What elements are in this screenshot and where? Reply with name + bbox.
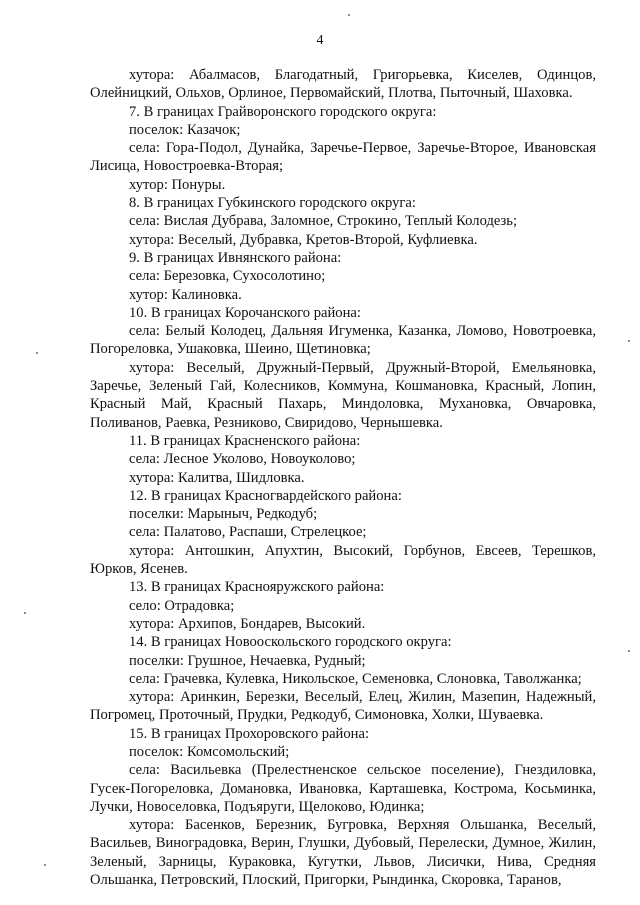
paragraph: хутор: Калиновка. bbox=[129, 286, 242, 303]
paragraph: хутора: Архипов, Бондарев, Высокий. bbox=[129, 615, 366, 632]
paragraph: хутора: Антошкин, Апухтин, Высокий, Горбунов, Евсеев, Терешков, Юрков, Ясенев. bbox=[90, 542, 596, 578]
paragraph: села: Палатово, Распаши, Стрелецкое; bbox=[129, 524, 367, 541]
paragraph: поселок: Казачок; bbox=[129, 121, 241, 138]
paragraph: села: Гора-Подол, Дунайка, Заречье-Первое, Заречье-Второе, Ивановская Лисица, Новостроевка-Вторая; bbox=[90, 140, 596, 175]
paragraph: 15. В границах Прохоровского района: bbox=[129, 725, 370, 742]
paragraph: 14. В границах Новооскольского городского округа: bbox=[129, 634, 452, 651]
paragraph: села: Грачевка, Кулевка, Никольское, Семеновка, Слоновка, Таволжанка; bbox=[129, 670, 582, 687]
paragraph: поселки: Грушное, Нечаевка, Рудный; bbox=[129, 652, 366, 669]
paragraph: хутор: Понуры. bbox=[129, 176, 226, 193]
paragraph: хутора: Веселый, Дубравка, Кретов-Второй, Куфлиевка. bbox=[129, 231, 478, 248]
scan-speck bbox=[24, 612, 26, 614]
paragraph: 8. В границах Губкинского городского округа: bbox=[129, 195, 416, 212]
paragraph: села: Березовка, Сухосолотино; bbox=[129, 268, 326, 285]
paragraph: поселок: Комсомольский; bbox=[129, 743, 290, 760]
paragraph: хутора: Абалмасов, Благодатный, Григорьевка, Киселев, Одинцов, Олейницкий, Ольхов, Орлиное, Первомайский, Плотва, Пыточный, Шаховка. bbox=[90, 67, 596, 102]
paragraph: хутора: Веселый, Дружный-Первый, Дружный-Второй, Емельяновка, Заречье, Зеленый Гай, Колесников, Коммуна, Кошмановка, Красный, Лопин, Красный Май, Красный Пахарь, Миндоловка, Мухановка, Овчаровка, Поливанов, Раевка, Резниково, Свиридово, Чернышевка. bbox=[90, 359, 596, 431]
scan-speck bbox=[44, 864, 46, 866]
scan-speck bbox=[628, 650, 630, 652]
paragraph: 12. В границах Красногвардейского района: bbox=[129, 487, 402, 504]
document-body bbox=[90, 66, 596, 889]
paragraph: село: Отрадовка; bbox=[129, 597, 235, 614]
paragraph: 11. В границах Красненского района: bbox=[129, 432, 361, 449]
page-number: 4 bbox=[316, 33, 324, 48]
paragraph: хутора: Калитва, Шидловка. bbox=[129, 469, 305, 486]
paragraph: села: Васильевка (Прелестненское сельское поселение), Гнездиловка, Гусек-Погореловка, Домановка, Ивановка, Карташевка, Кострома, Косьминка, Лучки, Новоселовка, Подъяруги, Щелоково, Юдинка; bbox=[90, 762, 596, 815]
paragraph: села: Лесное Уколово, Новоуколово; bbox=[129, 451, 356, 468]
paragraph: села: Белый Колодец, Дальняя Игуменка, Казанка, Ломово, Новотроевка, Погореловка, Ушаковка, Шеино, Щетиновка; bbox=[90, 323, 596, 358]
scan-speck bbox=[628, 340, 630, 342]
paragraph: 9. В границах Ивнянского района: bbox=[129, 249, 342, 266]
paragraph: хутора: Басенков, Березник, Бугровка, Верхняя Ольшанка, Веселый, Васильев, Виноградовка, Верин, Глушки, Дубовый, Перелески, Думное, Жилин, Зеленый, Зарницы, Кураковка, Кугутки, Львов, Лисички, Нива, Средняя Ольшанка, Петровский, Плоский, Пригорки, Рындинка, Скоровка, Таранов, bbox=[90, 817, 596, 889]
paragraph: поселки: Марыныч, Редкодуб; bbox=[129, 506, 318, 523]
paragraph: хутора: Аринкин, Березки, Веселый, Елец, Жилин, Мазепин, Надежный, Погромец, Проточный, Прудки, Редкодуб, Симоновка, Холки, Шуваевка. bbox=[90, 689, 596, 724]
scan-speck bbox=[36, 352, 38, 354]
paragraph: 13. В границах Краснояружского района: bbox=[129, 579, 385, 596]
scan-speck bbox=[348, 14, 350, 16]
paragraph: села: Вислая Дубрава, Заломное, Строкино, Теплый Колодезь; bbox=[129, 213, 517, 230]
paragraph: 10. В границах Корочанского района: bbox=[129, 304, 361, 321]
paragraph: 7. В границах Грайворонского городского округа: bbox=[129, 103, 437, 120]
